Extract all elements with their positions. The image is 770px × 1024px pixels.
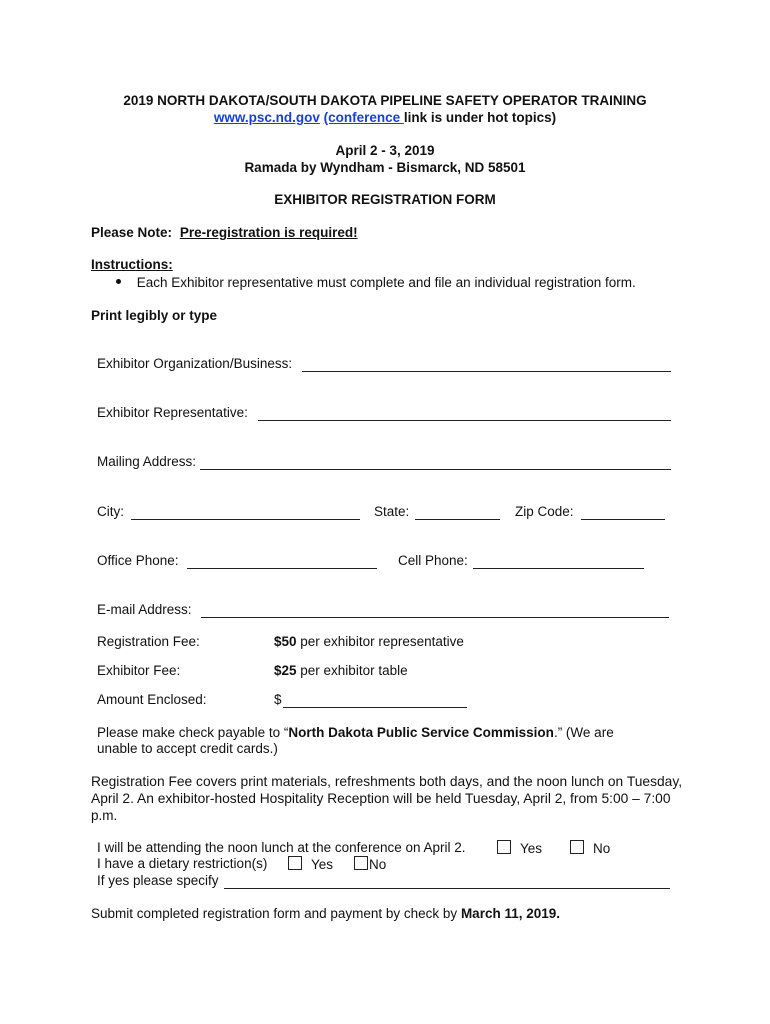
dietary-question: I have a dietary restriction(s) [97,856,268,871]
lunch-no-label: No [593,841,611,856]
city-field[interactable] [131,519,360,520]
office-phone-label: Office Phone: [97,553,179,568]
website-link[interactable]: www.psc.nd.gov [213,110,320,125]
website-note: link is under hot topics) [403,110,557,125]
lunch-yes-checkbox[interactable] [497,840,511,854]
cell-phone-label: Cell Phone: [398,553,468,568]
mailing-address-field[interactable] [200,469,671,470]
exhibitor-fee-desc: per exhibitor table [296,663,408,678]
payment-line-1 [97,725,614,740]
registration-fee-amount: $50 [274,634,297,649]
instruction-item [116,275,636,290]
registration-fee-label: Registration Fee: [97,634,200,649]
representative-field[interactable] [258,420,671,421]
email-field[interactable] [201,617,669,618]
cell-phone-field[interactable] [473,568,644,569]
conference-title: 2019 NORTH DAKOTA/SOUTH DAKOTA PIPELINE SAFETY OPERATOR TRAINING [123,93,647,108]
dietary-yes-checkbox[interactable] [288,856,302,870]
city-label: City: [97,504,124,519]
mailing-address-label: Mailing Address: [97,454,197,469]
coverage-line-1: Registration Fee covers print materials, refreshments both days, and the noon lunch on Tuesday, [91,774,683,789]
pre-registration-note: Pre-registration is required! [179,225,358,240]
lunch-question: I will be attending the noon lunch at the conference on April 2. [97,840,466,855]
exhibitor-fee-label: Exhibitor Fee: [97,663,181,678]
instructions-heading: Instructions: [91,257,173,272]
lunch-yes-option[interactable] [497,840,542,856]
state-label: State: [374,504,410,519]
payment-suffix: .” (We are [553,725,614,740]
dietary-no-label: No [369,857,387,872]
lunch-no-option[interactable] [570,840,610,856]
amount-enclosed-field[interactable] [283,707,467,708]
dietary-no-option[interactable] [354,856,386,872]
coverage-line-3: p.m. [91,808,118,823]
dietary-no-checkbox[interactable] [354,856,368,870]
organization-label: Exhibitor Organization/Business: [97,356,293,371]
organization-field[interactable] [302,371,671,372]
form-title: EXHIBITOR REGISTRATION FORM [274,192,496,207]
exhibitor-fee-value [274,663,408,678]
registration-fee-value [274,634,464,649]
amount-dollar-sign: $ [274,692,282,707]
note-line [91,225,358,240]
conference-venue: Ramada by Wyndham - Bismarck, ND 58501 [244,160,526,175]
dietary-specify-field[interactable] [224,888,670,889]
zip-label: Zip Code: [515,504,574,519]
conference-dates: April 2 - 3, 2019 [335,143,435,158]
lunch-no-checkbox[interactable] [570,840,584,854]
email-label: E-mail Address: [97,602,192,617]
state-field[interactable] [415,519,500,520]
conference-link-word[interactable]: (conference [323,110,404,125]
coverage-line-2: April 2. An exhibitor-hosted Hospitality Reception will be held Tuesday, April 2, from 5:00 – 7:00 [91,791,671,806]
lunch-yes-label: Yes [520,841,543,856]
payee-name: North Dakota Public Service Commission [288,725,554,740]
exhibitor-fee-amount: $25 [274,663,297,678]
office-phone-field[interactable] [187,568,377,569]
dietary-specify-label: If yes please specify [97,873,219,888]
submit-deadline: March 11, 2019. [460,906,561,921]
zip-field[interactable] [581,519,665,520]
payment-prefix: Please make check payable to “ [97,725,289,740]
bullet-icon [116,279,121,284]
payment-line-2: unable to accept credit cards.) [97,741,278,756]
website-line [0,110,770,125]
instruction-text: Each Exhibitor representative must complete and file an individual registration form. [136,275,636,290]
dietary-yes-label: Yes [311,857,334,872]
submit-text: Submit completed registration form and payment by check by [91,906,461,921]
submit-instructions [91,906,560,921]
note-label: Please Note: [91,225,173,240]
dietary-yes-option[interactable] [288,856,333,872]
amount-enclosed-label: Amount Enclosed: [97,692,207,707]
registration-fee-desc: per exhibitor representative [296,634,464,649]
representative-label: Exhibitor Representative: [97,405,248,420]
print-legibly-label: Print legibly or type [91,308,218,323]
